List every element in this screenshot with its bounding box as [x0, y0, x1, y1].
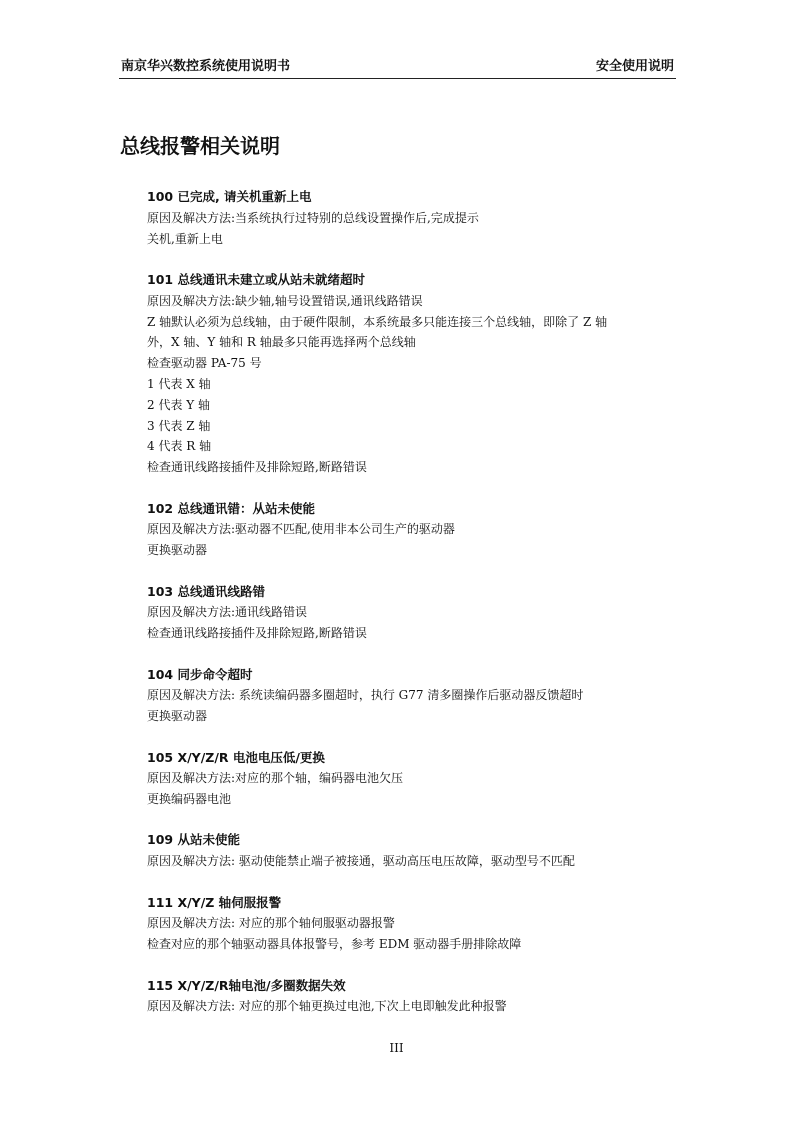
alarm-description-line: 原因及解决方法: 对应的那个轴更换过电池,下次上电即触发此种报警 [147, 999, 507, 1014]
alarm-description-line: 原因及解决方法:当系统执行过特别的总线设置操作后,完成提示 [147, 210, 479, 225]
page-title: 总线报警相关说明 [120, 134, 280, 158]
alarm-title: 109 从站未使能 [147, 832, 240, 848]
alarm-entry [147, 830, 687, 872]
alarm-description-line: 原因及解决方法: 驱动使能禁止端子被接通，驱动高压电压故障，驱动型号不匹配 [147, 854, 575, 869]
alarm-description-line: 原因及解决方法: 系统读编码器多圈超时，执行 G77 清多圈操作后驱动器反馈超时 [147, 688, 584, 703]
alarm-description-line: 原因及解决方法: 对应的那个轴伺服驱动器报警 [147, 916, 395, 931]
alarm-description-line: 原因及解决方法:缺少轴,轴号设置错误,通讯线路错误 [147, 293, 423, 308]
alarm-description-line: 更换编码器电池 [147, 792, 232, 807]
alarm-entry [147, 582, 687, 644]
alarm-description-line: 检查驱动器 PA-75 号 [147, 356, 262, 371]
alarm-entry [147, 893, 687, 955]
alarm-entry [147, 270, 687, 478]
alarm-description-line: 2 代表 Y 轴 [147, 397, 211, 412]
alarm-title: 105 X/Y/Z/R 电池电压低/更换 [147, 749, 325, 765]
alarm-description-line: 检查对应的那个轴驱动器具体报警号，参考 EDM 驱动器手册排除故障 [147, 937, 522, 952]
alarm-description-line: 更换驱动器 [147, 543, 208, 558]
alarm-description-line: 外，X 轴、Y 轴和 R 轴最多只能再选择两个总线轴 [147, 335, 416, 350]
manual-title: 南京华兴数控系统使用说明书 [121, 59, 291, 74]
alarm-description-line: 原因及解决方法:通讯线路错误 [147, 605, 308, 620]
alarm-entry [147, 187, 687, 249]
alarm-description-line: 原因及解决方法:驱动器不匹配,使用非本公司生产的驱动器 [147, 522, 455, 537]
alarm-description-line: 检查通讯线路接插件及排除短路,断路错误 [147, 626, 367, 641]
alarm-description-line: 3 代表 Z 轴 [147, 418, 211, 433]
alarm-entry [147, 748, 687, 810]
alarm-description-line: 关机,重新上电 [147, 231, 223, 246]
alarm-description-line: Z 轴默认必须为总线轴，由于硬件限制，本系统最多只能连接三个总线轴，即除了 Z 轴 [147, 314, 608, 329]
alarm-description-line: 4 代表 R 轴 [147, 439, 212, 454]
page-header [119, 58, 676, 79]
alarm-title: 100 已完成, 请关机重新上电 [147, 189, 312, 204]
alarm-list [147, 187, 687, 1038]
alarm-description-line: 检查通讯线路接插件及排除短路,断路错误 [147, 460, 367, 475]
alarm-title: 104 同步命令超时 [147, 666, 253, 682]
alarm-title: 111 X/Y/Z 轴伺服报警 [147, 894, 282, 910]
alarm-title: 103 总线通讯线路错 [147, 583, 265, 599]
alarm-description-line: 更换驱动器 [147, 709, 208, 724]
alarm-description-line: 原因及解决方法:对应的那个轴，编码器电池欠压 [147, 771, 404, 786]
alarm-entry [147, 665, 687, 727]
alarm-entry [147, 499, 687, 561]
alarm-title: 101 总线通讯未建立或从站未就绪超时 [147, 271, 365, 287]
alarm-title: 115 X/Y/Z/R轴电池/多圈数据失效 [147, 977, 346, 993]
alarm-entry [147, 976, 687, 1018]
section-title: 安全使用说明 [595, 59, 674, 74]
alarm-description-line: 1 代表 X 轴 [147, 376, 211, 391]
alarm-title: 102 总线通讯错：从站未使能 [147, 500, 315, 516]
page-number: III [389, 1041, 404, 1055]
